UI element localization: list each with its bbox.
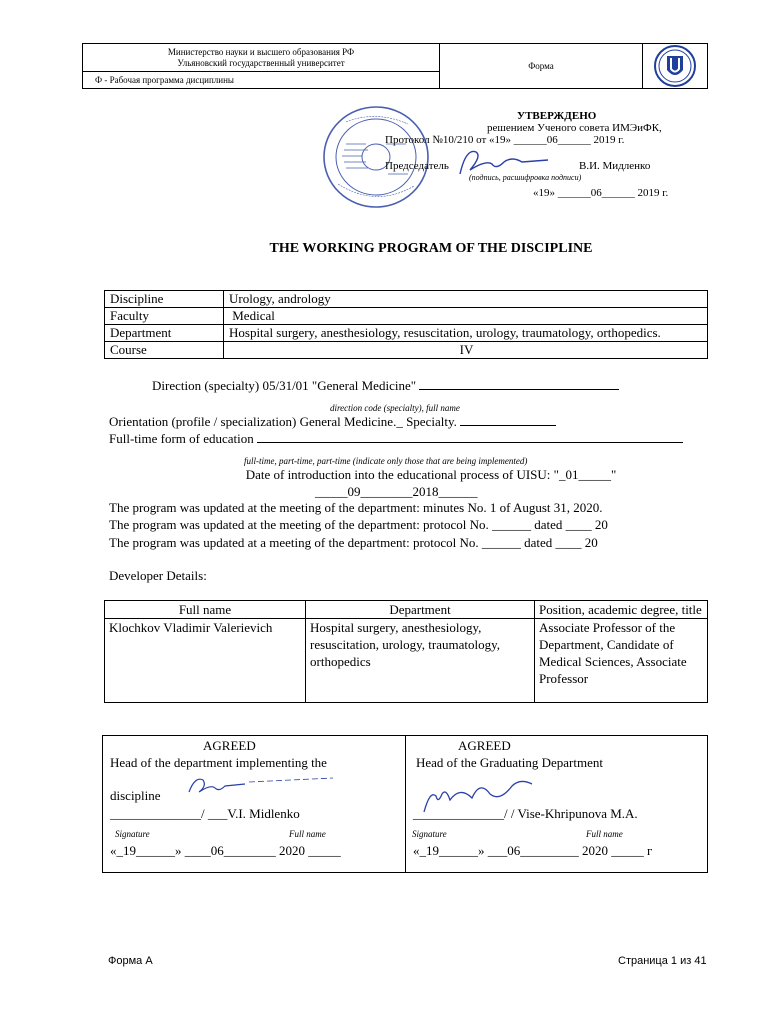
approval-title: УТВЕРЖДЕНО [517,110,597,122]
agreed-left-line2: discipline [110,788,161,803]
header-department: Department [306,601,535,619]
developer-details-label: Developer Details: [109,568,207,583]
document-title: THE WORKING PROGRAM OF THE DISCIPLINE [269,241,593,256]
table-row [105,308,708,325]
education-form-text: Full-time form of education [109,431,254,446]
discipline-info-table [104,290,708,359]
agreed-right-sign-line: ______________/ / Vise-Khripunova M.A. [413,806,638,821]
developer-name: Klochkov Vladimir Valerievich [105,619,306,703]
university-cell [83,44,440,72]
course-label: Course [105,342,224,359]
ministry-name: Министерство науки и высшего образования РФ [167,46,355,57]
logo-cell [643,44,708,89]
discipline-value: Urology, andrology [224,291,708,308]
department-value: Hospital surgery, anesthesiology, resuscitation, urology, traumatology, orthopedics. [224,325,708,342]
agreed-left-cell [103,736,406,873]
education-form-caption: full-time, part-time, part-time (indicate only those that are being implemented) [244,456,528,466]
education-form-line [109,431,683,447]
approval-protocol: Протокол №10/210 от «19» ______06______ 2019 г. [385,134,625,146]
table-row [105,325,708,342]
education-form-blank [257,442,683,443]
direction-blank [419,389,619,390]
orientation-blank [460,425,556,426]
intro-date-line2: _____09________2018______ [315,484,478,499]
course-value: IV [224,342,708,359]
agreed-right-line1: Head of the Graduating Department [416,755,603,770]
direction-line [152,378,619,394]
table-row [105,619,708,703]
direction-text: Direction (specialty) 05/31/01 "General Medicine" [152,378,417,393]
header-position: Position, academic degree, title [535,601,708,619]
update-line-1: The program was updated at the meeting of the department: minutes No. 1 of August 31, 2020. [109,500,603,515]
doc-type: Ф - Рабочая программа дисциплины [83,72,440,89]
agreed-left-sign-line: ______________/ ___V.I. Midlenko [110,806,300,821]
agreed-left-date: «_19______» ____06________ 2020 _____ [110,843,341,858]
header-full-name: Full name [105,601,306,619]
agreed-right-heading: AGREED [458,738,511,753]
agreed-table [102,735,708,873]
orientation-line [109,414,556,430]
agreed-left-name-caption: Full name [289,829,326,839]
signature-caption: (подпись, расшифровка подписи) [469,173,582,182]
faculty-label: Faculty [105,308,224,325]
left-signature-icon [185,772,335,798]
agreed-left-heading: AGREED [203,738,256,753]
faculty-value: Medical [224,308,708,325]
department-label: Department [105,325,224,342]
agreed-right-date: «_19______» ___06_________ 2020 _____ г [413,843,653,858]
university-logo-icon [653,44,697,88]
agreed-right-sig-caption: Signature [412,829,447,839]
update-line-3: The program was updated at a meeting of the department: protocol No. ______ dated ____ 20 [109,535,598,550]
discipline-label: Discipline [105,291,224,308]
chair-signature-icon [452,140,552,184]
developer-position: Associate Professor of the Department, Candidate of Medical Sciences, Associate Professor [535,619,708,703]
chair-label: Председатель [385,160,449,172]
agreed-left-line1: Head of the department implementing the [110,755,327,770]
agreed-left-sig-caption: Signature [115,829,150,839]
university-name: Ульяновский государственный университет [177,57,345,68]
table-header-row [105,601,708,619]
agreed-right-cell [406,736,708,873]
approval-decision: решением Ученого совета ИМЭиФК, [487,122,662,134]
intro-date-line1: Date of introduction into the educational process of UISU: "_01_____" [245,467,617,482]
table-row [105,342,708,359]
agreed-right-name-caption: Full name [586,829,623,839]
table-row [105,291,708,308]
direction-caption: direction code (specialty), full name [330,403,460,413]
document-header [82,43,708,89]
developer-table [104,600,708,703]
chair-name: В.И. Мидленко [579,160,651,172]
approval-date: «19» ______06______ 2019 г. [533,187,669,199]
developer-department: Hospital surgery, anesthesiology, resuscitation, urology, traumatology, orthopedics [306,619,535,703]
footer-page-number: Страница 1 из 41 [618,955,707,967]
orientation-text: Orientation (profile / specialization) General Medicine._ Specialty. [109,414,457,429]
form-label: Форма [440,44,643,89]
update-line-2: The program was updated at the meeting of the department: protocol No. ______ dated ____ 20 [109,517,608,532]
footer-form-label: Форма А [108,955,153,967]
